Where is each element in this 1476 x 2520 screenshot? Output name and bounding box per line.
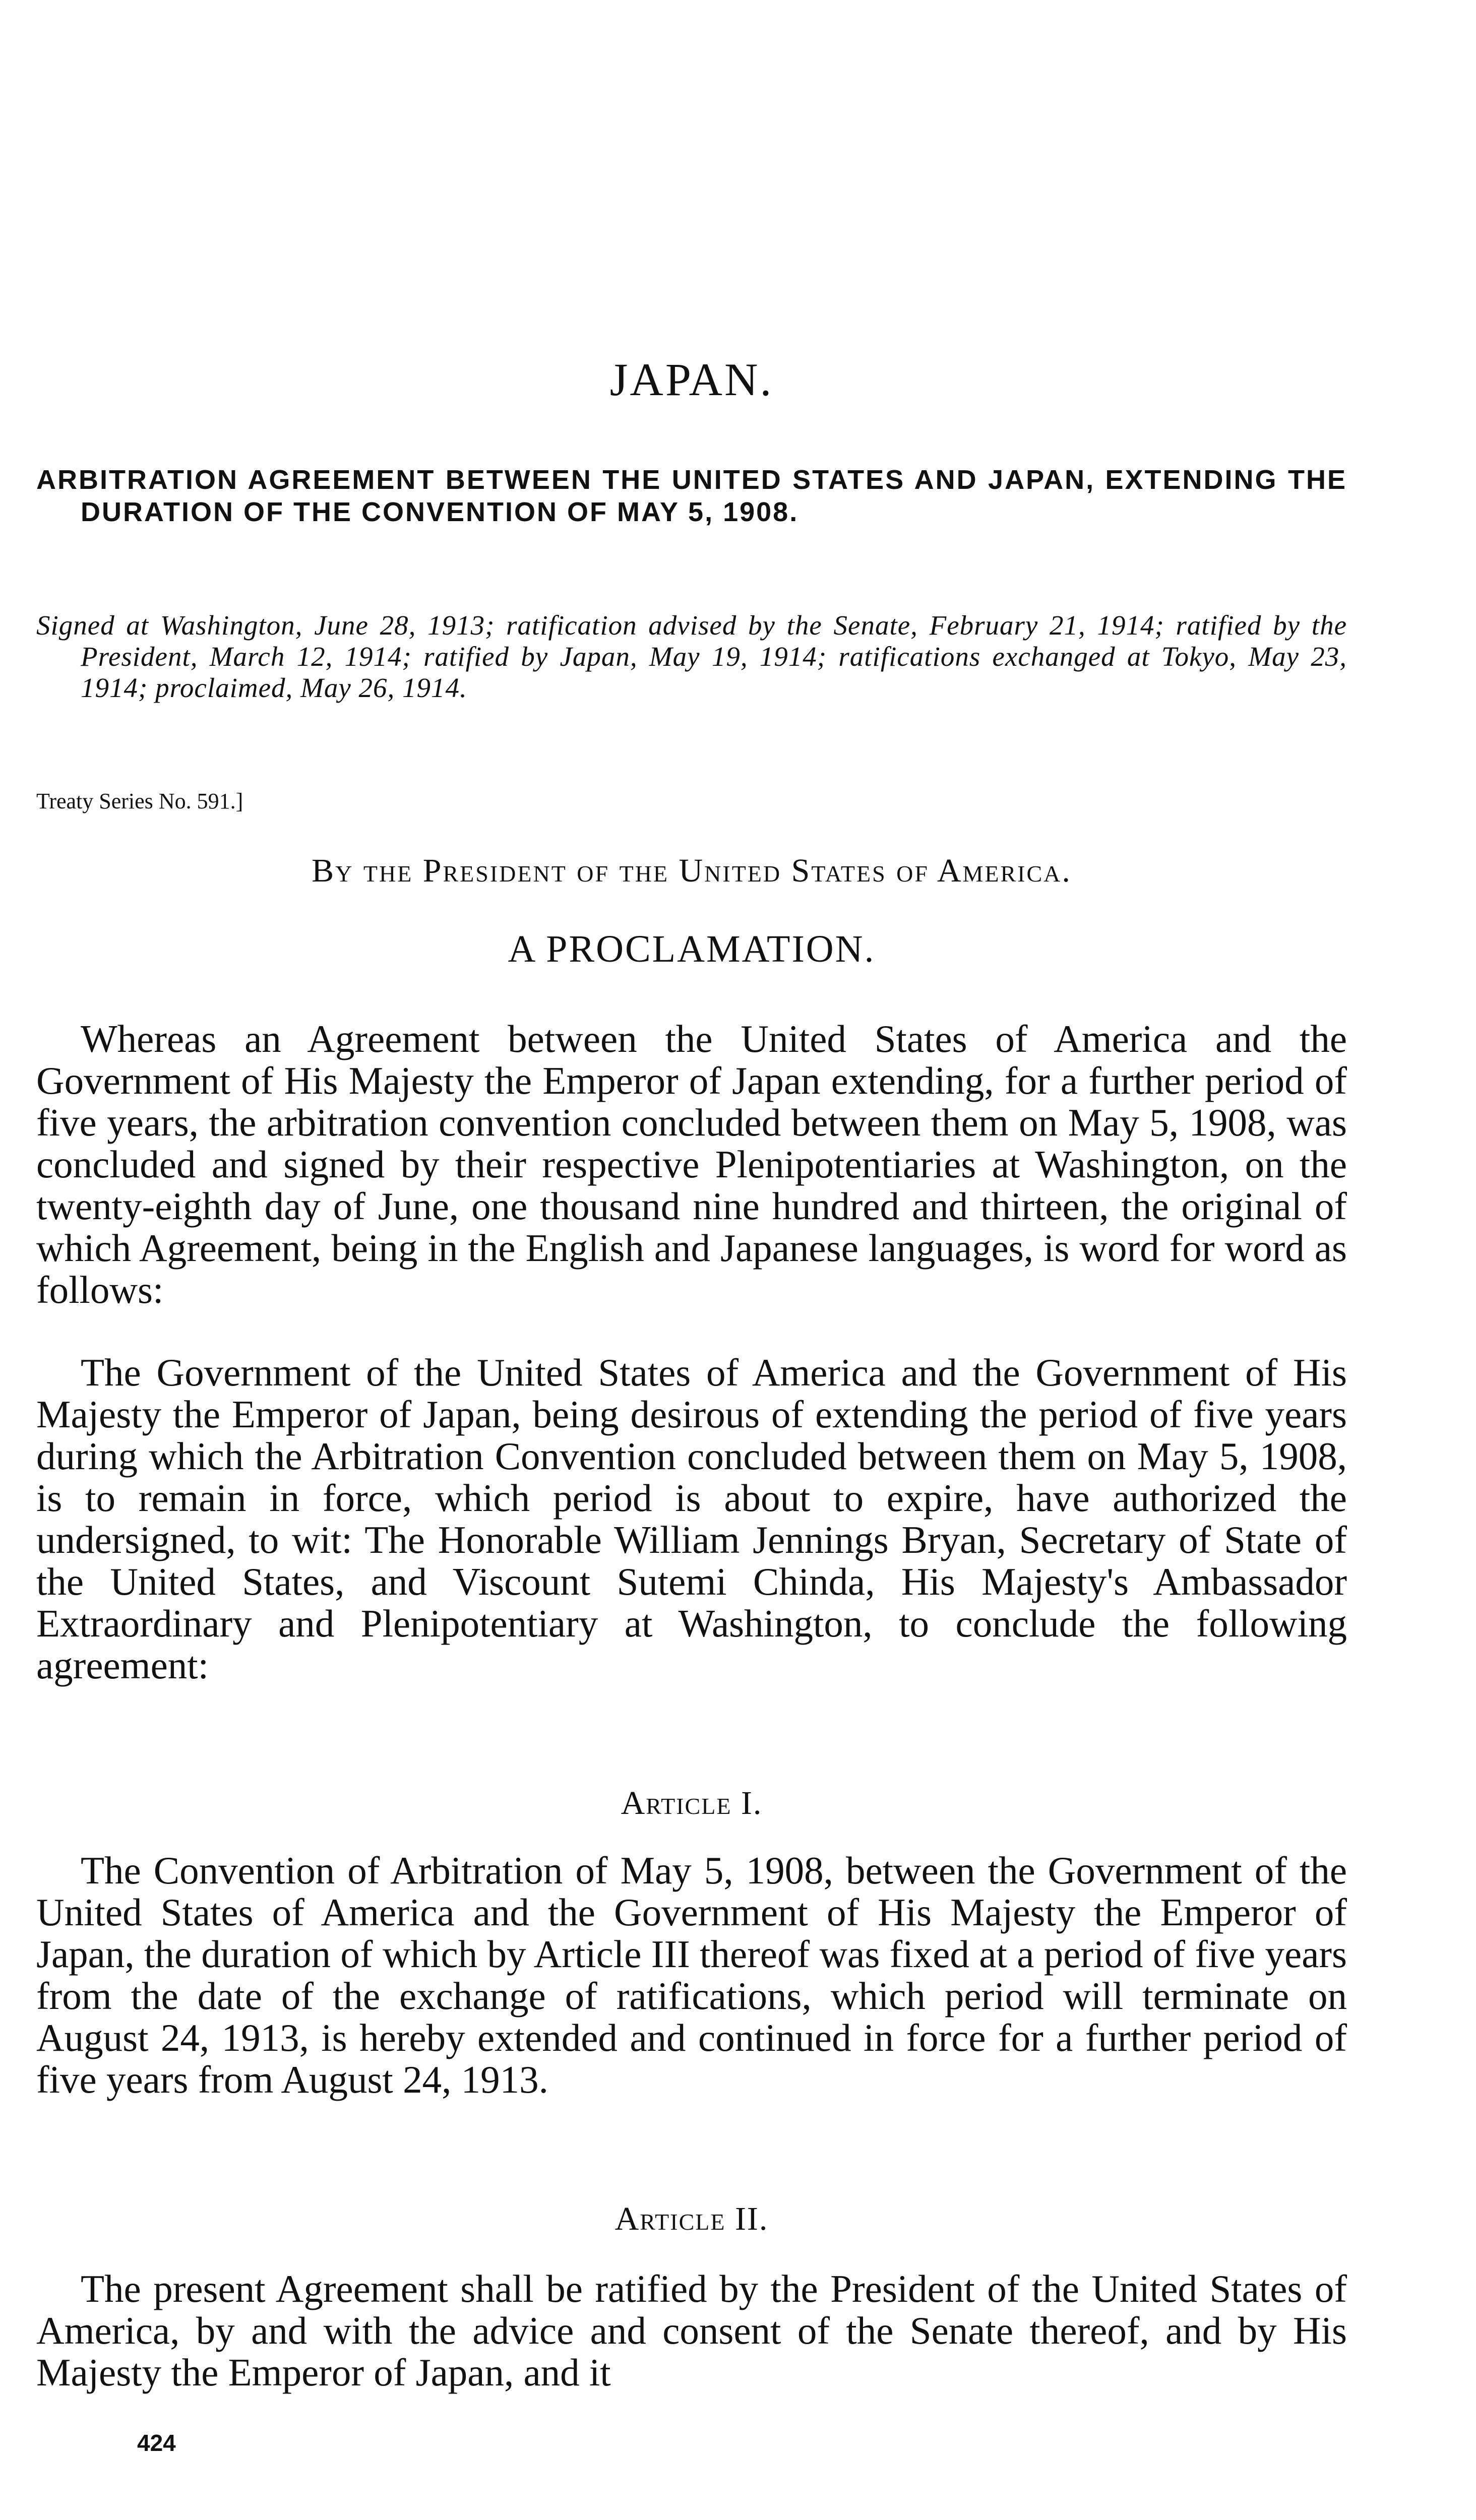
treaty-series-label: Treaty Series No. 591.] [36,789,243,813]
article-2-heading: Article II. [614,2200,769,2237]
paragraph-preamble: The Government of the United States of America and the Government of His Majesty the Emperor of Japan, being desirous of extending the period of five years during which the Arbitration Convention concluded between them on May 5, 1908, is to remain in force, which period is about to expire, have authorized the undersigned, to wit: The Honorable William Jennings Bryan, Secretary of State of the United States, and Viscount Sutemi Chinda, His Majesty's Ambassador Extraordinary and Plenipotentiary at Washington, to conclude the following agreement: [36,1351,1347,1687]
page-number: 424 [137,2430,176,2456]
signing-note: Signed at Washington, June 28, 1913; ratification advised by the Senate, February 21, 1914; ratified by the President, March 12, 1914; ratified by Japan, May 19, 1914; ratifications exchanged at Tokyo, May 23, 1914; proclaimed, May 26, 1914. [36,610,1347,703]
paragraph-whereas: Whereas an Agreement between the United States of America and the Government of His Majesty the Emperor of Japan extending, for a further period of five years, the arbitration convention concluded between them on May 5, 1908, was concluded and signed by their respective Plenipotentiaries at Washington, on the twenty-eighth day of June, one thousand nine hundred and thirteen, the original of which Agreement, being in the English and Japanese languages, is word for word as follows: [36,1017,1347,1311]
document-page [36,0,1347,2520]
proclamation-title: A PROCLAMATION. [508,928,876,970]
by-president-line: By the President of the United States of America. [312,852,1072,889]
paragraph-article-2: The present Agreement shall be ratified by the President of the United States of America, by and with the advice and consent of the Senate thereof, and by His Majesty the Emperor of Japan, and it [36,2267,1347,2394]
agreement-heading: ARBITRATION AGREEMENT BETWEEN THE UNITED STATES AND JAPAN, EXTENDING THE DURATION OF THE CONVENTION OF MAY 5, 1908. [36,465,1347,527]
document-title: JAPAN. [609,354,774,405]
paragraph-article-1: The Convention of Arbitration of May 5, 1908, between the Government of the United States of America and the Government of His Majesty the Emperor of Japan, the duration of which by Article III thereof was fixed at a period of five years from the date of the exchange of ratifications, which period will terminate on August 24, 1913, is hereby extended and continued in force for a further period of five years from August 24, 1913. [36,1849,1347,2101]
article-1-heading: Article I. [621,1785,763,1821]
